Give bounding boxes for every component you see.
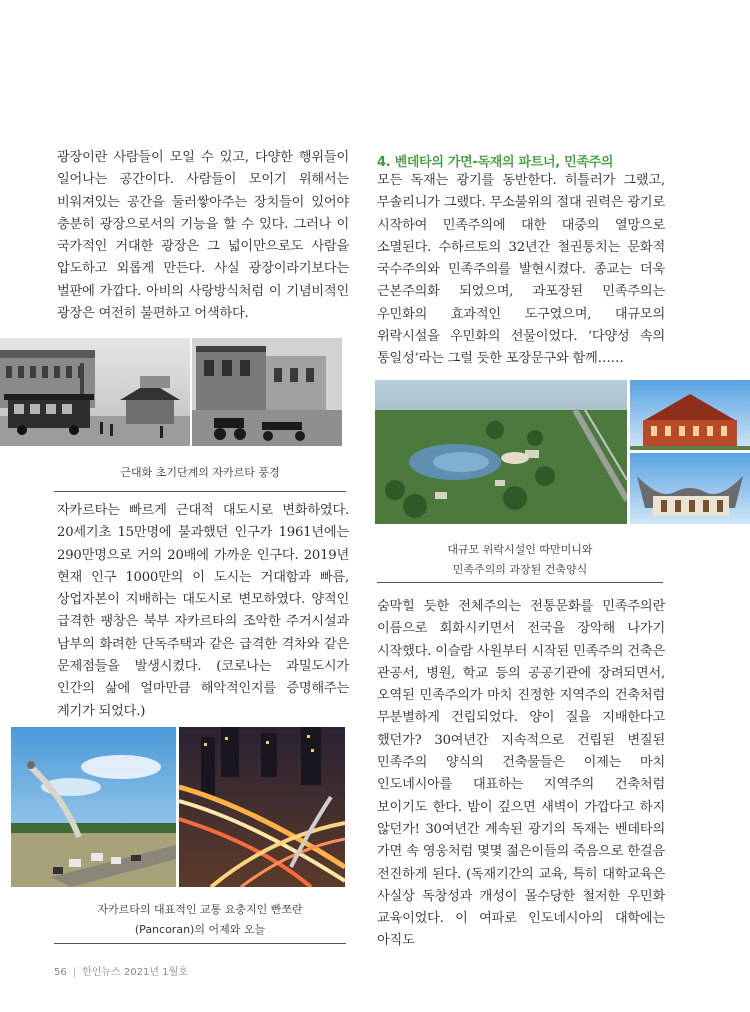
figure3-caption-line1: 대규모 위락시설인 따만미니와 bbox=[447, 543, 593, 556]
figure3-caption bbox=[377, 540, 663, 580]
figure-taman-mini-photo bbox=[375, 380, 750, 524]
left-paragraph-1-text: 광장이란 사람들이 모일 수 있고, 다양한 행위들이 일어나는 공간이다. 사람들이 모이기 위해서는 비워져있는 공간을 둘러쌓아주는 장치들이 있어야 충분히 광장으로서의 기능을 할 수 있다. 그러나 이 국가적인 거대한 광장은 그 넓이만으로도 사람을 압도하고 외롭게 만든다. 사실 광장이라기보다는 벌판에 가깝다. 아비의 사랑방식처럼 이 기념비적인 광장은 여전히 불편하고 어색하다. bbox=[57, 150, 349, 322]
figure-old-jakarta-photo bbox=[0, 338, 342, 446]
section-heading bbox=[377, 151, 677, 170]
publication-name: 한인뉴스 2021년 1월호 bbox=[82, 967, 188, 978]
section-heading-text: 4. 벤데타의 가면-독재의 파트너, 민족주의 bbox=[377, 155, 614, 170]
figure2-caption-line2: (Pancoran)의 어제와 오늘 bbox=[134, 923, 266, 936]
figure1-divider bbox=[54, 491, 346, 492]
figure2-caption-line1: 자카르타의 대표적인 교통 요충지인 빤쪼란 bbox=[97, 903, 303, 916]
right-paragraph-2-text: 숨막힐 듯한 전체주의는 전통문화를 민족주의란 이름으로 회화시키면서 전국을 장악해 나가기 시작했다. 이슬람 사원부터 시작된 민족주의 건축은 관공서, 병원, 학교 등의 공공기관에 장려되면서, 오역된 민족주의가 마치 진정한 지역주의 건축처럼 무분별하게 건립되었다. 양이 질을 지배한다고 했던가? 30여년간 지속적으로 건립된 변질된 민족주의 양식의 건축물들은 이제는 마치 인도네시아를 대표하는 지역주의 건축처럼 보이기도 한다. 밤이 깊으면 새벽이 가깝다고 하지 않던가! 30여년간 계속된 광기의 독재는 벤데타의 가면 속 영웅처럼 몇몇 젊은이들의 죽음으로 한걸음 전진하게 된다. (독재기간의 교육, 특히 대학교육은 사실상 독창성과 개성이 몰수당한 철저한 우민화 교육이었다. 이 여파로 인도네시아의 대학에는 아직도 bbox=[377, 599, 665, 949]
right-paragraph-1 bbox=[377, 170, 665, 371]
right-paragraph-2 bbox=[377, 596, 665, 953]
page-footer bbox=[54, 963, 188, 978]
footer-separator: | bbox=[72, 967, 77, 978]
taman-mini-illustration bbox=[375, 380, 750, 524]
figure3-divider bbox=[377, 582, 663, 583]
figure1-caption-text: 근대화 초기단계의 자카르타 풍경 bbox=[120, 466, 280, 479]
page-number: 56 bbox=[54, 967, 67, 978]
left-paragraph-2 bbox=[57, 500, 349, 723]
figure2-divider bbox=[54, 943, 346, 944]
old-jakarta-illustration bbox=[0, 338, 342, 446]
pancoran-illustration bbox=[11, 727, 345, 887]
left-paragraph-1 bbox=[57, 147, 349, 325]
figure1-caption bbox=[54, 463, 346, 483]
figure-pancoran-photo bbox=[11, 727, 345, 887]
left-paragraph-2-text: 자카르타는 빠르게 근대적 대도시로 변화하였다. 20세기초 15만명에 불과했던 인구가 1961년에는 290만명으로 거의 20배에 가까운 인구다. 2019년 현재 인구 1000만의 이 도시는 거대함과 빠름, 상업자본이 지배하는 대도시로 변모하였다. 양적인 급격한 팽창은 북부 자카르타의 조악한 주거시설과 남부의 화려한 단독주택과 같은 급격한 격차와 같은 문제점들을 발생시켰다. (코로나는 과밀도시가 인간의 삶에 얼마만큼 해악적인지를 증명해주는 계기가 되었다.) bbox=[57, 503, 349, 719]
figure3-caption-line2: 민족주의의 과장된 건축양식 bbox=[452, 563, 588, 576]
figure2-caption bbox=[54, 900, 346, 940]
right-paragraph-1-text: 모든 독재는 광기를 동반한다. 히틀러가 그랬고, 무솔리니가 그랬다. 무소불위의 절대 권력은 광기로 시작하여 민족주의에 대한 대중의 열망으로 소멸된다. 수하르토의 32년간 철권통치는 문화적 국수주의와 민족주의를 발현시켰다. 종교는 더욱 근본주의화 되었으며, 과포장된 민족주의는 우민화의 효과적인 도구였으며, 대규모의 위락시설을 우민화의 선물이었다. ‘다양성 속의 통일성’라는 그럴 듯한 포장문구와 함께…… bbox=[377, 173, 665, 367]
